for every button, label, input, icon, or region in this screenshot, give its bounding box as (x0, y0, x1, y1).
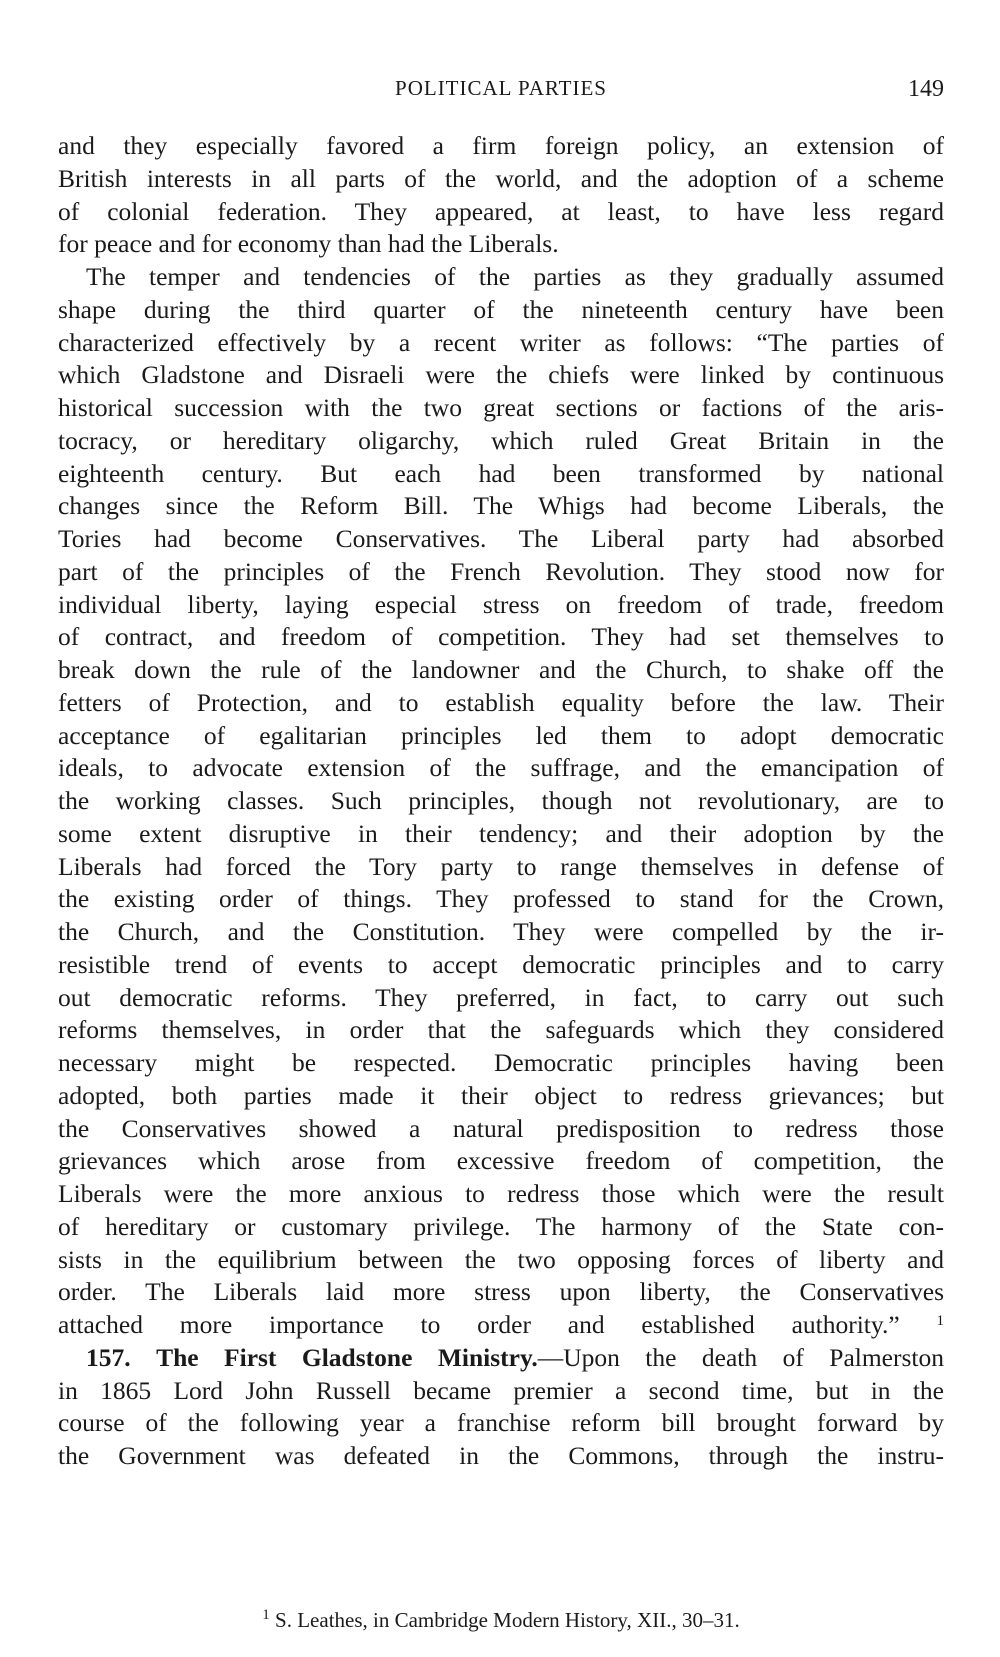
text-line: shape during the third quarter of the nineteenth century have been (58, 294, 944, 324)
page-header (58, 76, 944, 110)
footnote (58, 1608, 944, 1633)
text-line: the working classes. Such principles, though not revolutionary, are to (58, 786, 944, 815)
text-line: reforms themselves, in order that the safeguards which they considered (58, 1015, 944, 1045)
text-line: Tories had become Conservatives. The Liberal party had absorbed (58, 524, 944, 553)
text-line: Liberals had forced the Tory party to range themselves in defense of (58, 851, 944, 881)
text-line: adopted, both parties made it their object to redress grievances; but (58, 1080, 944, 1110)
section-first-line (58, 1342, 944, 1375)
text-line: order. The Liberals laid more stress upon liberty, the Conservatives (58, 1277, 944, 1307)
text-line: resistible trend of events to accept democratic principles and to carry (58, 949, 944, 979)
text-line: tocracy, or hereditary oligarchy, which ruled Great Britain in the (58, 425, 944, 455)
text-line: course of the following year a franchise reform bill brought forward by (58, 1408, 944, 1438)
text-line: fetters of Protection, and to establish equality before the law. Their (58, 687, 944, 717)
text-line: of contract, and freedom of competition. They had set themselves to (58, 622, 944, 652)
text-line: British interests in all parts of the world, and the adoption of a scheme (58, 163, 944, 193)
text-line: sists in the equilibrium between the two opposing forces of liberty and (58, 1244, 944, 1274)
running-head: POLITICAL PARTIES (395, 76, 607, 100)
text-line: for peace and for economy than had the Liberals. (58, 229, 559, 259)
text-line: characterized effectively by a recent writer as follows: “The parties of (58, 327, 944, 357)
text-line: the existing order of things. They professed to stand for the Crown, (58, 884, 944, 914)
text-line: necessary might be respected. Democratic principles having been (58, 1048, 944, 1077)
text-line: attached more importance to order and established authority.” (58, 1310, 900, 1339)
footnote-reference: 1 (936, 1313, 944, 1329)
text-line: eighteenth century. But each had been transformed by national (58, 458, 944, 488)
body-text (58, 130, 944, 1473)
text-line: part of the principles of the French Revolution. They stood now for (58, 556, 944, 586)
footnote-text: S. Leathes, in Cambridge Modern History, XII., 30–31. (275, 1608, 740, 1632)
text-line: the Government was defeated in the Commons, through the instru- (58, 1441, 944, 1470)
footnote-marker: 1 (262, 1607, 270, 1623)
text-line: and they especially favored a firm foreign policy, an extension of (58, 131, 944, 160)
text-line: historical succession with the two great sections or factions of the aris- (58, 393, 944, 422)
text-line: some extent disruptive in their tendency; and their adoption by the (58, 818, 944, 848)
text-line: acceptance of egalitarian principles led them to adopt democratic (58, 720, 944, 750)
text-line: grievances which arose from excessive freedom of competition, the (58, 1146, 944, 1176)
text-line: The temper and tendencies of the parties as they gradually assumed (86, 262, 944, 291)
page-number: 149 (908, 76, 944, 102)
text-line: Liberals were the more anxious to redress those which were the result (58, 1179, 944, 1208)
text-line-with-footnote-ref (58, 1309, 944, 1342)
section-title: The First Gladstone Ministry. (156, 1342, 538, 1372)
text-line: the Church, and the Constitution. They were compelled by the ir- (58, 917, 944, 946)
text-line: ideals, to advocate extension of the suffrage, and the emancipation of (58, 753, 944, 783)
text-line: break down the rule of the landowner and the Church, to shake off the (58, 655, 944, 684)
text-line: of hereditary or customary privilege. The harmony of the State con- (58, 1211, 944, 1241)
section-first-line-text: —Upon the death of Palmerston (537, 1342, 944, 1372)
text-line: changes since the Reform Bill. The Whigs had become Liberals, the (58, 491, 944, 521)
text-line: out democratic reforms. They preferred, in fact, to carry out such (58, 982, 944, 1012)
text-line: which Gladstone and Disraeli were the chiefs were linked by continuous (58, 360, 944, 390)
text-line: in 1865 Lord John Russell became premier a second time, but in the (58, 1375, 944, 1405)
section-number: 157. (86, 1342, 131, 1372)
text-line: individual liberty, laying especial stress on freedom of trade, freedom (58, 589, 944, 619)
text-line: of colonial federation. They appeared, at least, to have less regard (58, 196, 944, 226)
text-line: the Conservatives showed a natural predisposition to redress those (58, 1113, 944, 1143)
